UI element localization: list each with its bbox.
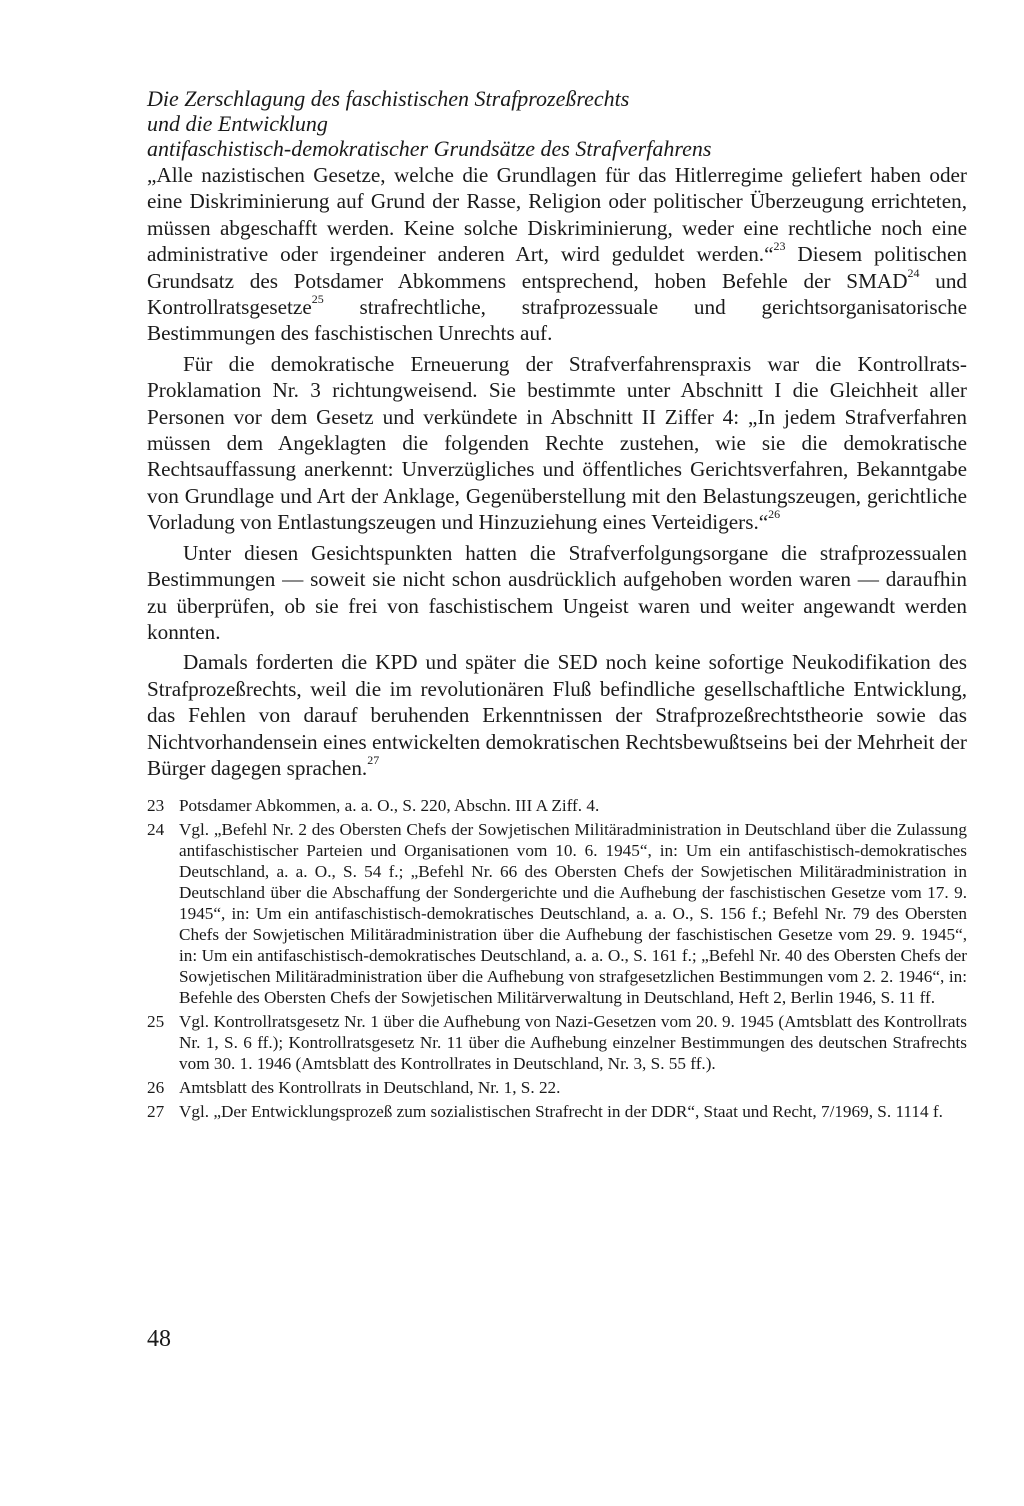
page-number: 48 xyxy=(147,1326,171,1352)
paragraph-1-part-b: Diesem politischen Grundsatz des Potsdamer Abkommens entsprechend, hoben Befehle der SMAD xyxy=(147,242,967,293)
footnote-number: 27 xyxy=(147,1102,165,1122)
paragraph-3-text: Unter diesen Gesichtspunkten hatten die Strafverfolgungsorgane die strafprozessualen Bestimmungen — soweit sie nicht schon ausdrücklich aufgehoben worden waren — daraufhin zu überprüfen, ob sie frei von faschistischem Ungeist waren und weiter angewandt werden konnten. xyxy=(147,540,967,644)
footnote xyxy=(147,1077,967,1098)
section-heading xyxy=(147,86,967,161)
footnote-ref-27: 27 xyxy=(367,752,380,767)
paragraph-1 xyxy=(147,162,967,347)
footnote xyxy=(147,819,967,1008)
footnote-number: 24 xyxy=(147,820,165,840)
footnote-text: Vgl. „Der Entwicklungsprozeß zum sozialistischen Strafrecht in der DDR“, Staat und Recht, 7/1969, S. 1114 f. xyxy=(179,1102,943,1122)
footnote-ref-26: 26 xyxy=(768,507,781,522)
paragraph-2 xyxy=(147,351,967,536)
footnote-ref-25: 25 xyxy=(311,291,324,306)
body-text xyxy=(147,162,967,781)
heading-line-3: antifaschistisch-demokratischer Grundsätze des Strafverfahrens xyxy=(147,136,712,161)
footnote-text: Vgl. Kontrollratsgesetz Nr. 1 über die Aufhebung von Nazi-Gesetzen vom 20. 9. 1945 (Amtsblatt des Kontrollrats Nr. 1, S. 6 ff.); Kontrollratsgesetz Nr. 11 über die Aufhebung einzelner Bestimmungen des deutschen Strafrechts vom 30. 1. 1946 (Amtsblatt des Kontrollrates in Deutschland, Nr. 3, S. 55 ff.). xyxy=(179,1012,967,1074)
heading-line-1: Die Zerschlagung des faschistischen Strafprozeßrechts xyxy=(147,86,630,111)
footnote-number: 23 xyxy=(147,796,165,816)
paragraph-4 xyxy=(147,649,967,781)
footnote-text: Amtsblatt des Kontrollrats in Deutschland, Nr. 1, S. 22. xyxy=(179,1078,561,1098)
footnote xyxy=(147,1011,967,1074)
paragraph-2-text: Für die demokratische Erneuerung der Strafverfahrenspraxis war die Kontrollrats-Proklamation Nr. 3 richtungweisend. Sie bestimmte unter Abschnitt I die Gleichheit aller Personen vor dem Gesetz und verkündete in Abschnitt II Ziffer 4: „In jedem Strafverfahren müssen dem Angeklagten die folgenden Rechte zustehen, wie sie die demokratische Rechtsauffassung anerkennt: Unverzügliches und öffentliches Gerichtsverfahren, Bekanntgabe von Grundlage und Art der Anklage, Gegenüberstellung mit den Belastungszeugen, gerichtliche Vorladung von Entlastungszeugen und Hinzuziehung eines Verteidigers.“ xyxy=(147,351,967,535)
footnote-ref-24: 24 xyxy=(907,265,920,280)
footnote xyxy=(147,1101,967,1122)
paragraph-3 xyxy=(147,540,967,646)
footnote-text: Potsdamer Abkommen, a. a. O., S. 220, Abschn. III A Ziff. 4. xyxy=(179,796,600,816)
footnote-text: Vgl. „Befehl Nr. 2 des Obersten Chefs der Sowjetischen Militäradministration in Deutschland über die Zulassung antifaschistischer Parteien und Organisationen vom 10. 6. 1945“, in: Um ein antifaschistisch-demokratisches Deutschland, a. a. O., S. 54 f.; „Befehl Nr. 66 des Obersten Chefs der Sowjetischen Militäradministration in Deutschland über die Abschaffung der Sondergerichte und die Aufhebung der faschistischen Gesetze vom 17. 9. 1945“, in: Um ein antifaschistisch-demokratisches Deutschland, a. a. O., S. 156 f.; Befehl Nr. 79 des Obersten Chefs der Sowjetischen Militäradministration über die Aufhebung der faschistischen Gesetze vom 29. 9. 1945“, in: Um ein antifaschistisch-demokratisches Deutschland, a. a. O., S. 161 f.; „Befehl Nr. 40 des Obersten Chefs der Sowjetischen Militäradministration über die Aufhebung von strafgesetzlichen Bestimmungen vom 2. 2. 1946“, in: Befehle des Obersten Chefs der Sowjetischen Militärverwaltung in Deutschland, Heft 2, Berlin 1946, S. 11 ff. xyxy=(179,820,967,1008)
paragraph-1-part-c: und Kontrollratsgesetze xyxy=(147,268,967,320)
footnote-number: 25 xyxy=(147,1012,165,1032)
footnote xyxy=(147,795,967,816)
heading-line-2: und die Entwicklung xyxy=(147,111,328,136)
page-content xyxy=(147,86,967,1122)
paragraph-1-part-d: strafrechtliche, strafprozessuale und gerichtsorganisatorische Bestimmungen des faschistischen Unrechts auf. xyxy=(147,295,967,346)
paragraph-1-part-a: „Alle nazistischen Gesetze, welche die Grundlagen für das Hitlerregime geliefert haben oder eine Diskriminierung auf Grund der Rasse, Religion oder politischer Überzeugung errichteten, müssen abgeschafft werden. Keine solche Diskriminierung, weder eine rechtliche noch eine administrative oder irgendeiner anderen Art, wird geduldet werden.“ xyxy=(147,163,967,267)
footnote-ref-23: 23 xyxy=(773,239,786,254)
footnote-number: 26 xyxy=(147,1078,165,1098)
footnotes xyxy=(147,795,967,1122)
paragraph-4-text: Damals forderten die KPD und später die SED noch keine sofortige Neukodifikation des Strafprozeßrechts, weil die im revolutionären Fluß befindliche gesellschaftliche Entwicklung, das Fehlen von darauf beruhenden Erkenntnissen der Strafprozeßrechtstheorie sowie das Nichtvorhandensein eines entwickelten demokratischen Rechtsbewußtseins bei der Mehrheit der Bürger dagegen sprachen. xyxy=(147,650,967,780)
